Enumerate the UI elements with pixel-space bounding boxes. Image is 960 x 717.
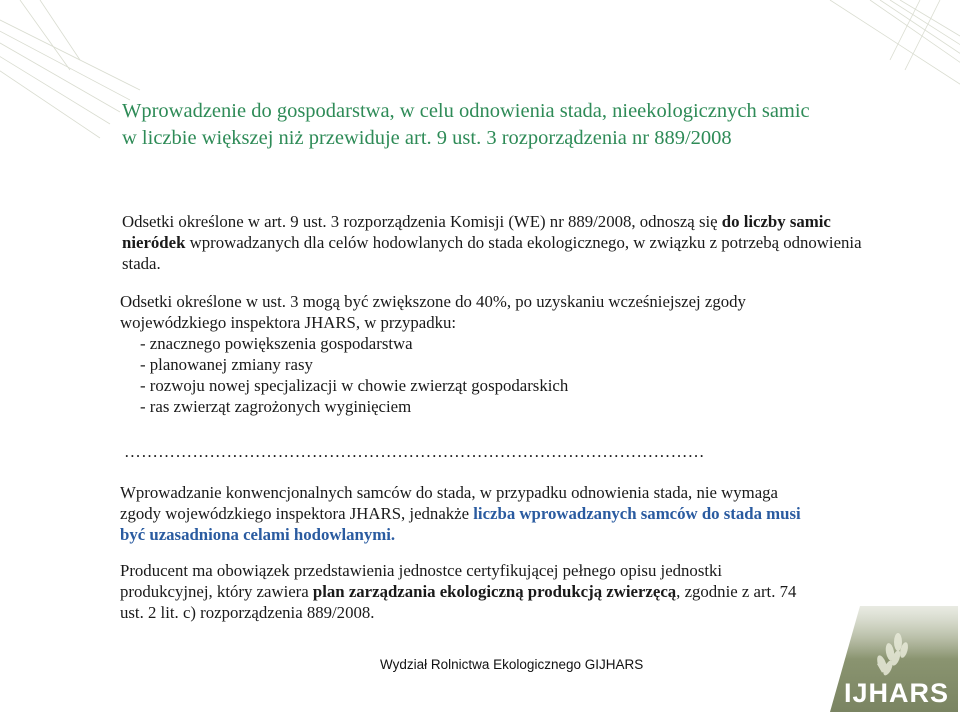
paragraph-highlight: liczba wprowadzanych samców do stada musi [473, 504, 801, 523]
paragraph-samce [120, 482, 880, 545]
paragraph-line: Odsetki określone w ust. 3 mogą być zwiększone do 40%, po uzyskaniu wcześniejszej zgody [120, 292, 746, 311]
paragraph-text: Odsetki określone w art. 9 ust. 3 rozporządzenia Komisji (WE) nr 889/2008, odnoszą się [122, 212, 722, 231]
list-item: - znacznego powiększenia gospodarstwa [140, 334, 413, 353]
paragraph-text: wprowadzanych dla celów hodowlanych do stada ekologicznego, w związku z potrzebą odnowienia stada. [122, 233, 862, 273]
paragraph-line: wojewódzkiego inspektora JHARS, w przypadku: [120, 313, 457, 332]
list-item: - ras zwierząt zagrożonych wyginięciem [140, 397, 412, 416]
ijhars-logo [830, 606, 958, 712]
logo-text: IJHARS [844, 678, 950, 708]
paragraph-odsetki-art9 [122, 211, 882, 274]
title-line-2: w liczbie większej niż przewiduje art. 9 ust. 3 rozporządzenia nr 889/2008 [122, 127, 732, 149]
footer-text: Wydział Rolnictwa Ekologicznego GIJHARS [380, 657, 644, 672]
paragraph-emphasis: plan zarządzania ekologiczną produkcją zwierzęcą [312, 582, 677, 601]
paragraph-line: Wprowadzanie konwencjonalnych samców do stada, w przypadku odnowienia stada, nie wymaga [120, 483, 778, 502]
title-line-1: Wprowadzenie do gospodarstwa, w celu odnowienia stada, nieekologicznych samic [122, 100, 810, 122]
list-item: - planowanej zmiany rasy [140, 355, 313, 374]
paragraph-highlight: być uzasadniona celami hodowlanymi. [120, 525, 396, 544]
paragraph-line: ust. 2 lit. c) rozporządzenia 889/2008. [120, 603, 375, 622]
slide-title [122, 98, 882, 152]
paragraph-text: zgody wojewódzkiego inspektora JHARS, jednakże [120, 504, 474, 523]
paragraph-producent [120, 560, 880, 623]
dotted-separator: ………………………………………………………………………………………… [124, 442, 705, 461]
paragraph-line: Producent ma obowiązek przedstawienia jednostce certyfikującej pełnego opisu jednostki [120, 561, 723, 580]
paragraph-text: , zgodnie z art. 74 [676, 582, 797, 601]
paragraph-text: produkcyjnej, który zawiera [120, 582, 313, 601]
paragraph-odsetki-40 [120, 291, 880, 417]
paragraph-emphasis: do liczby samic nieródek [122, 212, 831, 252]
list-item: - rozwoju nowej specjalizacji w chowie zwierząt gospodarskich [140, 376, 569, 395]
